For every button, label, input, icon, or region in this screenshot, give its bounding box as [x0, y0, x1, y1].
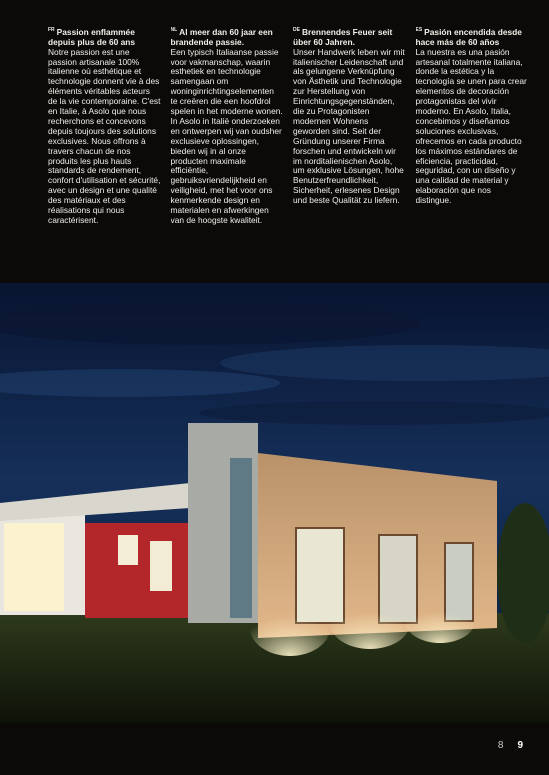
page-number-right: 9: [517, 740, 523, 751]
column-de: [293, 26, 406, 246]
heading-text-nl: Al meer dan 60 jaar een brandende passie.: [170, 26, 273, 47]
heading-text-es: Pasión encendida desde hace más de 60 años: [415, 26, 522, 47]
heading-text-fr: Passion enflammée depuis plus de 60 ans: [48, 26, 136, 47]
page-number-left: 8: [497, 740, 504, 751]
column-fr: [48, 26, 161, 246]
column-nl: [171, 26, 284, 246]
building-illustration: [0, 283, 549, 723]
text-columns: [48, 26, 528, 246]
building-night-photo: [0, 283, 549, 723]
heading-text-de: Brennendes Feuer seit über 60 Jahren.: [293, 26, 393, 47]
lang-tag-de: DE: [293, 27, 300, 33]
lang-tag-fr: FR: [48, 27, 55, 33]
body-fr: Notre passion est une passion artisanale 100% italienne où esthétique et technologie donnent vie à des éléments véritables acteurs de la vie contemporaine. C'est en Italie, à Asolo que nous recherchons et concevons depuis toujours des solutions exclusives. Nous offrons à travers chacun de nos produits les plus hauts standards de rendement, confort d'utilisation et sécurité, avec un design et une qualité des matériaux et des réalisations qui nous caractérisent.: [48, 46, 161, 226]
heading-de: [293, 26, 406, 48]
body-es: La nuestra es una pasión artesanal totalmente italiana, donde la estética y la tecnología se unen para crear elementos de decoración protagonistas del vivir moderno. En Asolo, Italia, concebimos y diseñamos soluciones exclusivas, ofrecemos en cada producto los máximos estándares de eficiencia, practicidad, seguridad, con un diseño y una calidad de material y elaboración que nos distingue.: [415, 46, 527, 206]
page-numbers: [498, 740, 523, 751]
body-de: Unser Handwerk leben wir mit italienischer Leidenschaft und als gelungene Verknüpfung von Ästhetik und Technologie zur Herstellung von Einrichtungsgegenständen, die zu Protagonisten modernen Wohnens geworden sind. Seit der Gründung unserer Firma forschen und entwickeln wir im norditalienischen Asolo, um exklusive Lösungen, hohe Benutzerfreundlichkeit, Sicherheit, erlesenes Design und beste Qualität zu liefern.: [293, 46, 405, 206]
heading-nl: [171, 26, 284, 48]
heading-es: [416, 26, 529, 48]
body-nl: Een typisch Italiaanse passie voor vakmanschap, waarin esthetiek en technologie samengaan om woninginrichtingselementen te creëren die een hoofdrol spelen in het moderne wonen. In Asolo in Italië onderzoeken en ontwerpen wij van oudsher exclusieve oplossingen, bieden wij in al onze producten maximale efficiëntie, gebruiksvriendelijkheid en veiligheid, met het voor ons kenmerkende design en materialen en afwerkingen van de hoogste kwaliteit.: [170, 46, 283, 226]
column-es: [416, 26, 529, 246]
lang-tag-nl: NL: [170, 27, 178, 33]
lang-tag-es: ES: [415, 27, 423, 33]
heading-fr: [48, 26, 161, 48]
